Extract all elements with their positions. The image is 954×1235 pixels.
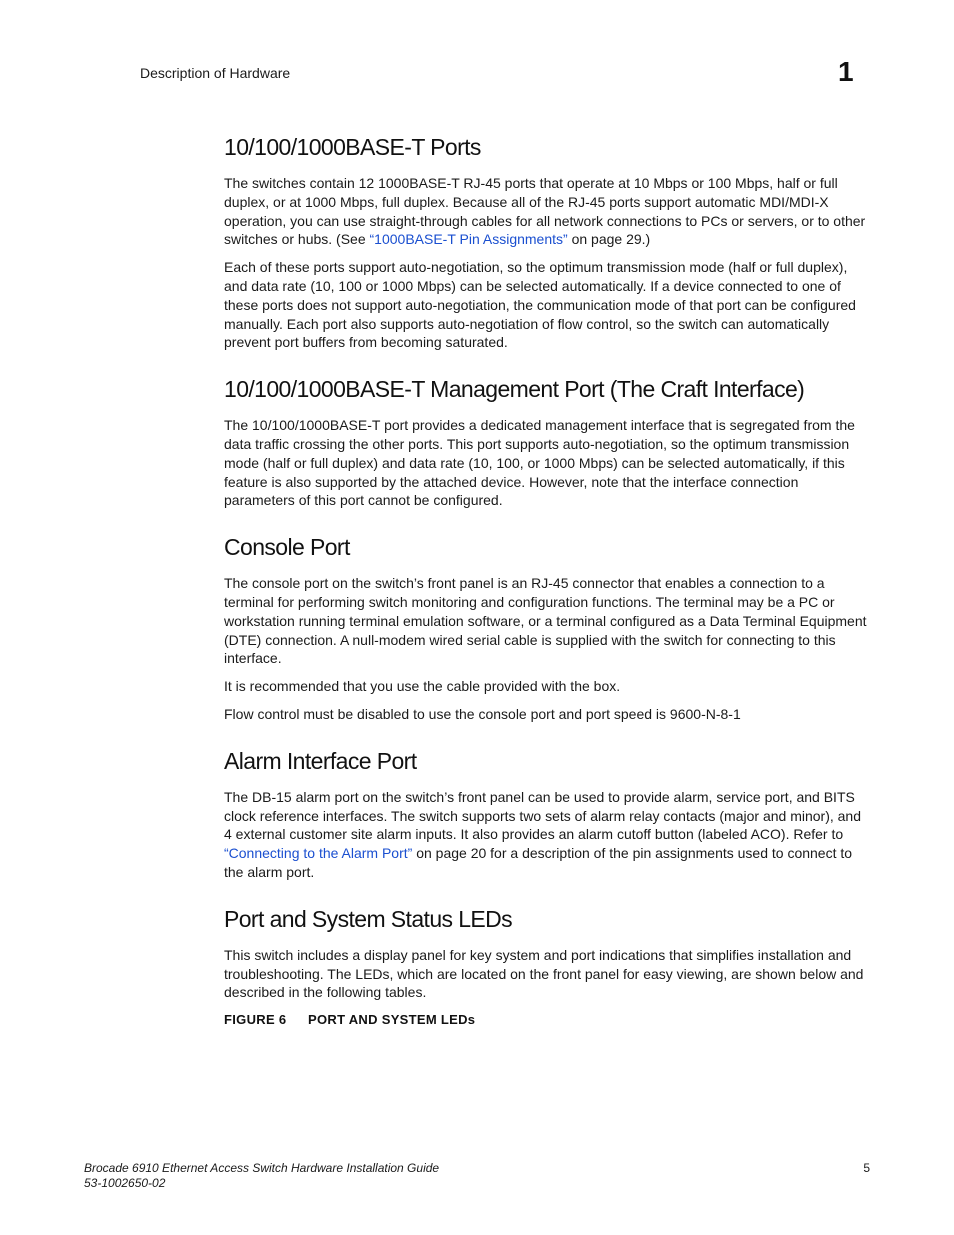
footer-doc-title: Brocade 6910 Ethernet Access Switch Hardware Installation Guide <box>84 1161 440 1175</box>
page-footer <box>84 1161 870 1191</box>
figure-label: FIGURE 6 <box>224 1012 287 1028</box>
paragraph <box>224 174 870 249</box>
section-alarm-interface-port <box>224 746 870 882</box>
paragraph-text: The switches contain 12 1000BASE-T RJ-45 ports that operate at 10 Mbps or 100 Mbps, half or full duplex, or at 1000 Mbps, full duplex. Because all of the RJ-45 ports support automatic MDI/MDI-X operation, you can use straight-through cables for all network connections to PCs or servers, or to other switches or hubs. (See <box>224 175 866 248</box>
paragraph-text: on page 29.) <box>567 231 651 248</box>
paragraph-text: The DB-15 alarm port on the switch’s front panel can be used to provide alarm, service port, and BITS clock reference interfaces. The switch supports two sets of alarm relay contacts (major and minor), and 4 external customer site alarm inputs. It also provides an alarm cutoff button (labeled ACO). Refer to <box>224 788 862 843</box>
section-status-leds <box>224 904 870 1002</box>
paragraph <box>224 788 870 882</box>
figure-title: PORT AND SYSTEM LEDs <box>308 1012 476 1028</box>
section-console-port <box>224 532 870 724</box>
page-body <box>224 132 870 1027</box>
link-connecting-to-alarm-port[interactable]: “Connecting to the Alarm Port” <box>224 845 413 862</box>
figure-caption <box>224 1012 870 1027</box>
section-heading: 10/100/1000BASE-T Ports <box>224 134 481 160</box>
paragraph: This switch includes a display panel for key system and port indications that simplifies installation and troubleshooting. The LEDs, which are located on the front panel for easy viewing, are shown below and described in the following tables. <box>224 946 864 1001</box>
paragraph: The console port on the switch’s front panel is an RJ-45 connector that enables a connection to a terminal for performing switch monitoring and configuration functions. The terminal may be a PC or workstation running terminal emulation software, or a terminal configured as a Data Terminal Equipment (DTE) connection. A null-modem wired serial cable is supplied with the switch for connecting to this interface. <box>224 575 867 667</box>
paragraph: Each of these ports support auto-negotiation, so the optimum transmission mode (half or full duplex), and data rate (10, 100 or 1000 Mbps) can be selected automatically. If a device connected to one of these ports does not support auto-negotiation, the communication mode of that port can be configured manually. Each port also supports auto-negotiation of flow control, so the switch can automatically prevent port buffers from becoming saturated. <box>224 259 856 351</box>
paragraph: Flow control must be disabled to use the console port and port speed is 9600-N-8-1 <box>224 705 741 722</box>
paragraph: It is recommended that you use the cable provided with the box. <box>224 678 621 695</box>
page-number: 5 <box>863 1161 870 1175</box>
chapter-number: 1 <box>838 56 854 87</box>
section-heading: 10/100/1000BASE-T Management Port (The Craft Interface) <box>224 376 805 403</box>
section-heading: Port and System Status LEDs <box>224 905 513 932</box>
section-heading: Console Port <box>224 534 350 561</box>
paragraph-text: on page 20 for a description of the pin assignments used to connect to the alarm port. <box>224 845 853 880</box>
link-1000base-t-pin-assignments[interactable]: “1000BASE-T Pin Assignments” <box>369 231 568 248</box>
footer-doc-number: 53-1002650-02 <box>84 1176 166 1190</box>
section-management-port <box>224 374 870 510</box>
section-1000base-t-ports <box>224 132 870 352</box>
paragraph: The 10/100/1000BASE-T port provides a dedicated management interface that is segregated from the data traffic crossing the other ports. This port supports auto-negotiation, so the optimum transmission mode (half or full duplex) and data rate (10, 100, or 1000 Mbps) can be selected automatically, if this feature is also supported by the attached device. However, note that the interface connection parameters of this port cannot be configured. <box>224 417 855 509</box>
running-title: Description of Hardware <box>140 65 291 81</box>
section-heading: Alarm Interface Port <box>224 747 417 774</box>
